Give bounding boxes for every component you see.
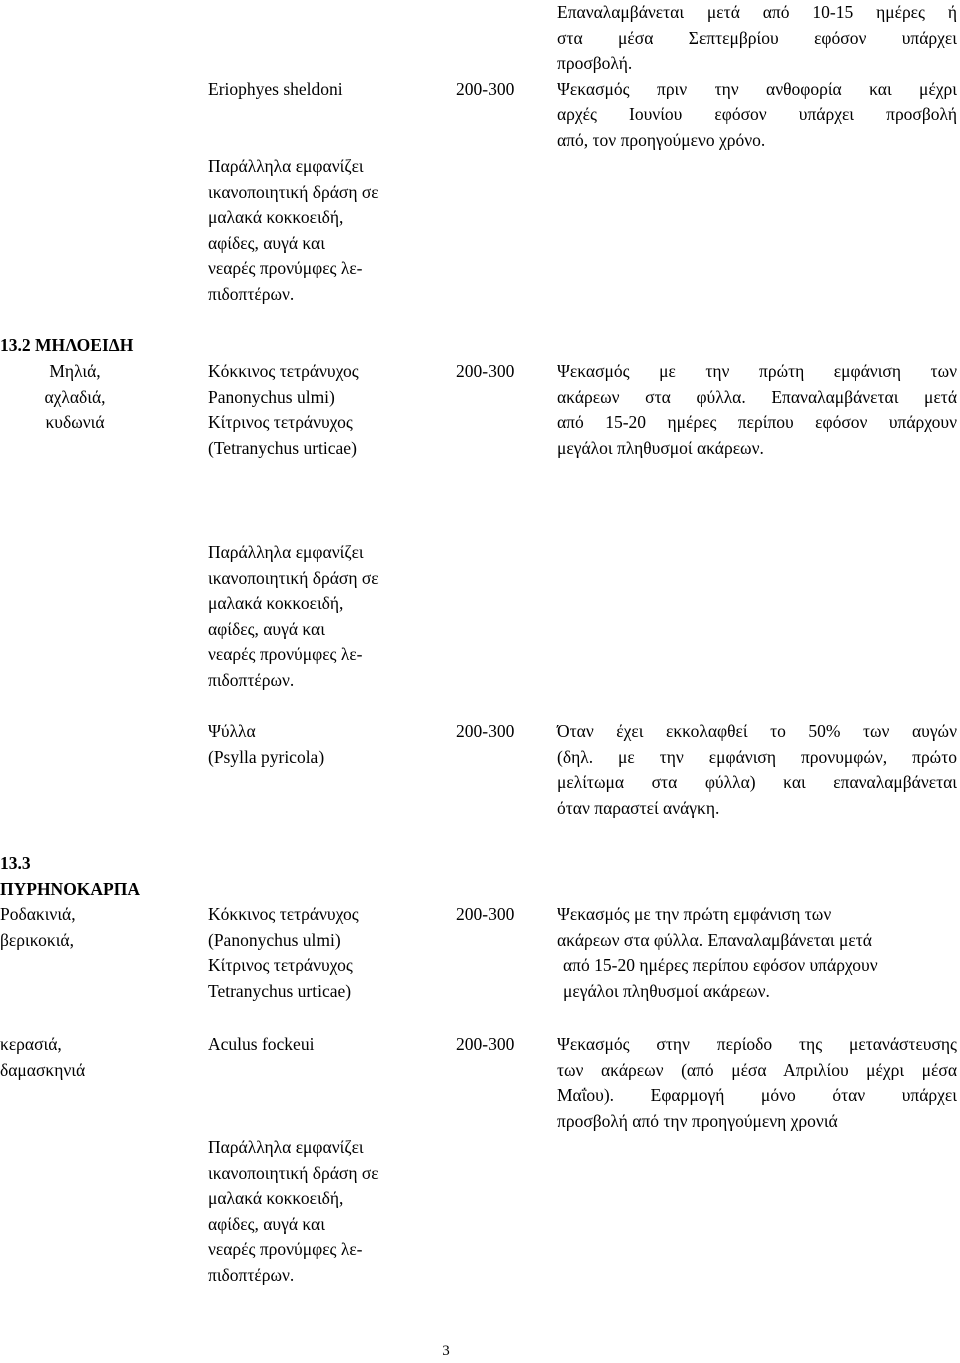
crop-name: Μηλιά, <box>49 361 101 381</box>
notes-line: Ψεκασμός με την πρώτη εμφάνιση των <box>557 361 957 381</box>
section-heading-text: 13.3 <box>0 853 31 873</box>
crop-name: κερασιά, <box>0 1034 62 1054</box>
top-dose <box>456 77 546 103</box>
mites-dose-13-3 <box>456 902 546 928</box>
notes-line: αρχές Ιουνίου εφόσον υπάρχει προσβολή <box>557 104 957 124</box>
notes-line: (δηλ. με την εμφάνιση προνυμφών, πρώτο <box>557 746 957 767</box>
side-effect-line: μαλακά κοκκοειδή, <box>208 207 344 227</box>
side-effect-line: Παράλληλα εμφανίζει <box>208 542 364 562</box>
side-effect-line: αφίδες, αυγά και <box>208 232 325 253</box>
crop-name: βερικοκιά, <box>0 929 74 950</box>
crop-list-13-3-a <box>0 902 190 953</box>
aculus-dose <box>456 1032 546 1058</box>
crop-name: Ροδακινιά, <box>0 904 76 924</box>
pest-name: Κόκκινος τετράνυχος <box>208 361 359 381</box>
aculus-side-effects <box>208 1135 448 1288</box>
notes-line: ακάρεων στα φύλλα. Επαναλαμβάνεται μετά <box>557 929 872 950</box>
crop-name: κυδωνιά <box>45 412 105 432</box>
pest-name: Ψύλλα <box>208 721 256 741</box>
side-effect-line: νεαρές προνύμφες λε- <box>208 1239 363 1259</box>
side-effect-line: αφίδες, αυγά και <box>208 618 325 639</box>
crop-list-13-3-b <box>0 1032 190 1083</box>
mites-notes-13-3 <box>557 902 957 1004</box>
section-heading-13-3 <box>0 851 190 902</box>
aculus-pest <box>208 1032 448 1058</box>
crop-list-13-2 <box>0 359 150 436</box>
notes-line: προσβολή από την προηγούμενη χρονιά <box>557 1110 838 1131</box>
side-effect-line: ικανοποιητική δράση σε <box>208 181 379 202</box>
psylla-pest <box>208 719 448 770</box>
side-effect-line: μαλακά κοκκοειδή, <box>208 1188 344 1208</box>
psylla-dose <box>456 719 546 745</box>
section-heading-text: 13.2 ΜΗΛΟΕΙΔΗ <box>0 335 134 355</box>
top-notes <box>557 0 957 153</box>
section-heading-13-2 <box>0 333 190 359</box>
notes-line: Ψεκασμός με την πρώτη εμφάνιση των <box>557 904 832 924</box>
psylla-notes <box>557 719 957 821</box>
pest-name: Eriophyes sheldoni <box>208 79 343 99</box>
pest-name: Κόκκινος τετράνυχος <box>208 904 359 924</box>
page-number <box>0 1342 926 1360</box>
notes-line: από 15-20 ημέρες περίπου εφόσον υπάρχουν <box>563 955 878 975</box>
notes-line: Μαΐου). Εφαρμογή μόνο όταν υπάρχει <box>557 1085 957 1105</box>
notes-line: ακάρεων στα φύλλα. Επαναλαμβάνεται μετά <box>557 386 957 407</box>
section-heading-text: ΠΥΡΗΝΟΚΑΡΠΑ <box>0 878 140 899</box>
page-number-text: 3 <box>442 1343 450 1359</box>
mites-dose-13-2 <box>456 359 546 385</box>
side-effect-line: πιδοπτέρων. <box>208 1264 295 1285</box>
pest-name: (Psylla pyricola) <box>208 746 325 767</box>
notes-line: από 15-20 ημέρες περίπου εφόσον υπάρχουν <box>557 412 957 432</box>
top-side-effects <box>208 154 448 307</box>
pest-name: Tetranychus urticae) <box>208 980 352 1001</box>
notes-line: Ψεκασμός στην περίοδο της μετανάστευσης <box>557 1034 957 1054</box>
notes-line: προσβολή. <box>557 53 633 73</box>
notes-line: μελίτωμα στα φύλλα) και επαναλαμβάνεται <box>557 772 957 792</box>
pest-name: Panonychus ulmi) <box>208 386 335 407</box>
pest-name: Κίτρινος τετράνυχος <box>208 412 353 432</box>
side-effect-line: νεαρές προνύμφες λε- <box>208 258 363 278</box>
side-effect-line: ικανοποιητική δράση σε <box>208 567 379 588</box>
notes-line: μεγάλοι πληθυσμοί ακάρεων. <box>563 980 770 1001</box>
side-effect-line: πιδοπτέρων. <box>208 283 295 304</box>
notes-line: Όταν έχει εκκολαφθεί το 50% των αυγών <box>557 721 957 741</box>
pest-name: Aculus fockeui <box>208 1034 315 1054</box>
pest-name: Κίτρινος τετράνυχος <box>208 955 353 975</box>
notes-line: όταν παραστεί ανάγκη. <box>557 797 720 818</box>
mites-pest-13-2 <box>208 359 448 461</box>
side-effect-line: αφίδες, αυγά και <box>208 1213 325 1234</box>
side-effect-line: νεαρές προνύμφες λε- <box>208 644 363 664</box>
notes-line: Επαναλαμβάνεται μετά από 10-15 ημέρες ή <box>557 2 957 22</box>
side-effect-line: Παράλληλα εμφανίζει <box>208 1137 364 1157</box>
side-effect-line: μαλακά κοκκοειδή, <box>208 593 344 613</box>
notes-line: Ψεκασμός πριν την ανθοφορία και μέχρι <box>557 78 957 99</box>
mites-pest-13-3 <box>208 902 448 1004</box>
dose-value: 200-300 <box>456 1034 515 1054</box>
dose-value: 200-300 <box>456 361 515 381</box>
pest-name: (Panonychus ulmi) <box>208 929 341 950</box>
pest-name: (Tetranychus urticae) <box>208 437 357 458</box>
dose-value: 200-300 <box>456 904 515 924</box>
notes-line: μεγάλοι πληθυσμοί ακάρεων. <box>557 437 764 458</box>
side-effect-line: Παράλληλα εμφανίζει <box>208 156 364 176</box>
aculus-notes <box>557 1032 957 1134</box>
mites-notes-13-2 <box>557 359 957 461</box>
notes-line: στα μέσα Σεπτεμβρίου εφόσον υπάρχει <box>557 27 957 48</box>
side-effects-13-2 <box>208 540 448 693</box>
crop-name: αχλαδιά, <box>44 386 106 407</box>
notes-line: από, τον προηγούμενο χρόνο. <box>557 129 766 150</box>
dose-value: 200-300 <box>456 79 515 99</box>
top-pest <box>208 77 448 103</box>
dose-value: 200-300 <box>456 721 515 741</box>
notes-line: των ακάρεων (από μέσα Απριλίου μέχρι μέσα <box>557 1059 957 1080</box>
side-effect-line: ικανοποιητική δράση σε <box>208 1162 379 1183</box>
side-effect-line: πιδοπτέρων. <box>208 669 295 690</box>
crop-name: δαμασκηνιά <box>0 1059 86 1080</box>
